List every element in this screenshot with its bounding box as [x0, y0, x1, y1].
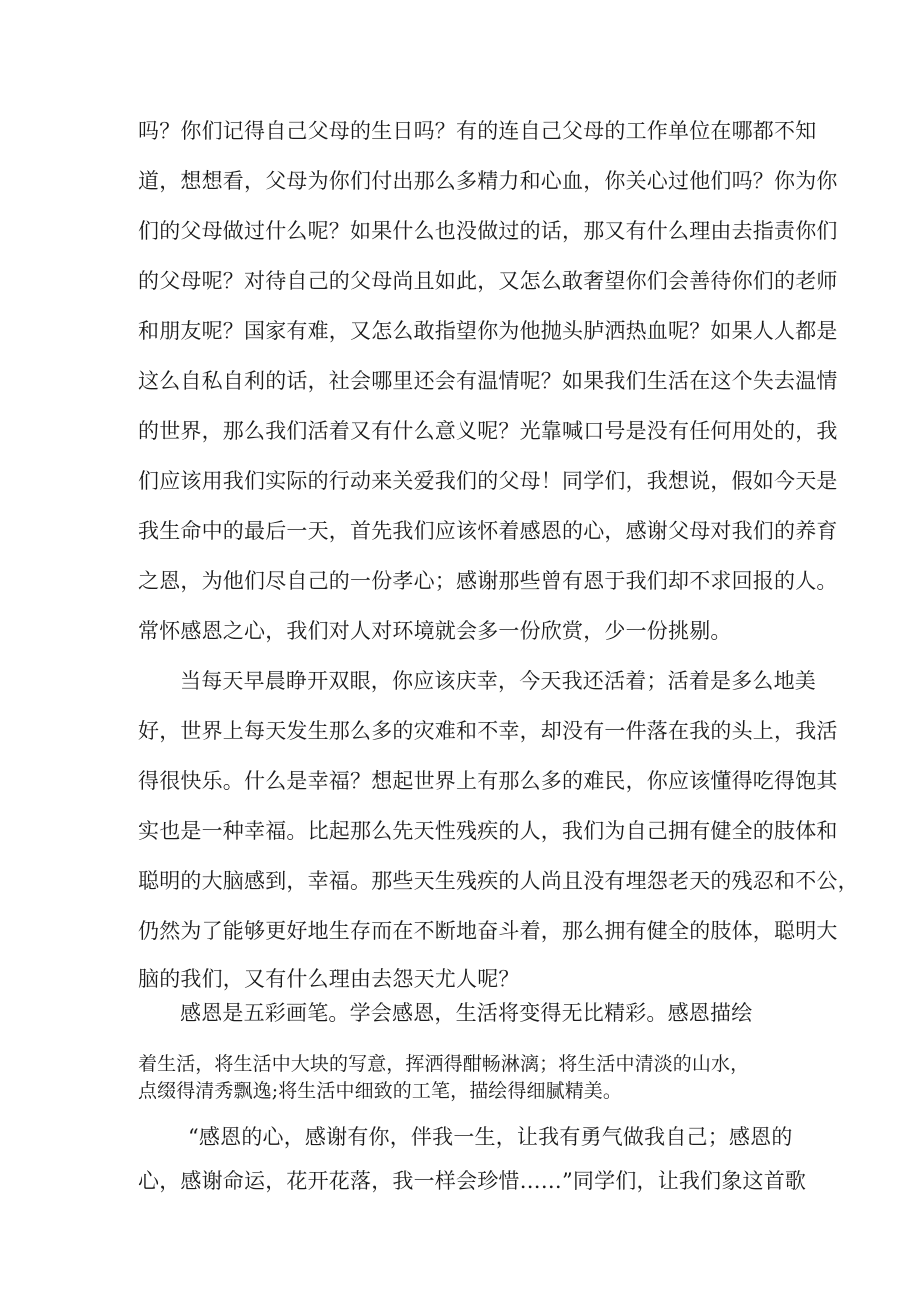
- text-line: 着生活，将生活中大块的写意，挥洒得酣畅淋漓；将生活中清淡的山水，: [138, 1053, 750, 1075]
- paragraph-start-line: “感恩的心，感谢有你，伴我一生，让我有勇气做我自己；感恩的: [188, 1125, 793, 1149]
- text-line: 心，感谢命运，花开花落，我一样会珍惜……”同学们，让我们象这首歌: [138, 1169, 807, 1193]
- text-line: 这么自私自利的话，社会哪里还会有温情呢？如果我们生活在这个失去温情: [138, 369, 838, 393]
- text-line: 脑的我们，又有什么理由去怨天尤人呢？: [138, 967, 520, 991]
- text-line: 常怀感恩之心，我们对人对环境就会多一份欣赏，少一份挑剔。: [138, 619, 732, 643]
- paragraph-start-line: 当每天早晨睁开双眼，你应该庆幸，今天我还活着；活着是多么地美: [180, 669, 816, 693]
- text-line: 和朋友呢？国家有难，又怎么敢指望你为他抛头胪洒热血呢？如果人人都是: [138, 319, 838, 343]
- text-line: 好，世界上每天发生那么多的灾难和不幸，却没有一件落在我的头上，我活: [138, 719, 838, 743]
- text-line: 的父母呢？对待自己的父母尚且如此，又怎么敢奢望你们会善待你们的老师: [138, 269, 838, 293]
- text-line: 聪明的大脑感到，幸福。那些天生残疾的人尚且没有埋怨老天的残忍和不公，: [138, 869, 859, 893]
- text-line: 得很快乐。什么是幸福？想起世界上有那么多的难民，你应该懂得吃得饱其: [138, 769, 838, 793]
- text-line: 之恩，为他们尽自己的一份孝心；感谢那些曾有恩于我们却不求回报的人。: [138, 569, 838, 593]
- text-line: 吗？你们记得自己父母的生日吗？有的连自己父母的工作单位在哪都不知: [138, 119, 817, 143]
- text-line: 们的父母做过什么呢？如果什么也没做过的话，那又有什么理由去指责你们: [138, 219, 838, 243]
- text-line: 道，想想看，父母为你们付出那么多精力和心血，你关心过他们吗？你为你: [138, 169, 838, 193]
- text-line: 的世界，那么我们活着又有什么意义呢？光靠喊口号是没有任何用处的，我: [138, 419, 838, 443]
- text-line: 我生命中的最后一天，首先我们应该怀着感恩的心，感谢父母对我们的养育: [138, 519, 838, 543]
- text-line: 们应该用我们实际的行动来关爱我们的父母！同学们，我想说，假如今天是: [138, 469, 838, 493]
- text-line: 仍然为了能够更好地生存而在不断地奋斗着，那么拥有健全的肢体，聪明大: [138, 919, 838, 943]
- text-line: 点缀得清秀飘逸;将生活中细致的工笔，描绘得细腻精美。: [138, 1080, 623, 1102]
- paragraph-start-line: 感恩是五彩画笔。学会感恩，生活将变得无比精彩。感恩描绘: [180, 1001, 753, 1025]
- text-line: 实也是一种幸福。比起那么先天性残疾的人，我们为自己拥有健全的肢体和: [138, 819, 838, 843]
